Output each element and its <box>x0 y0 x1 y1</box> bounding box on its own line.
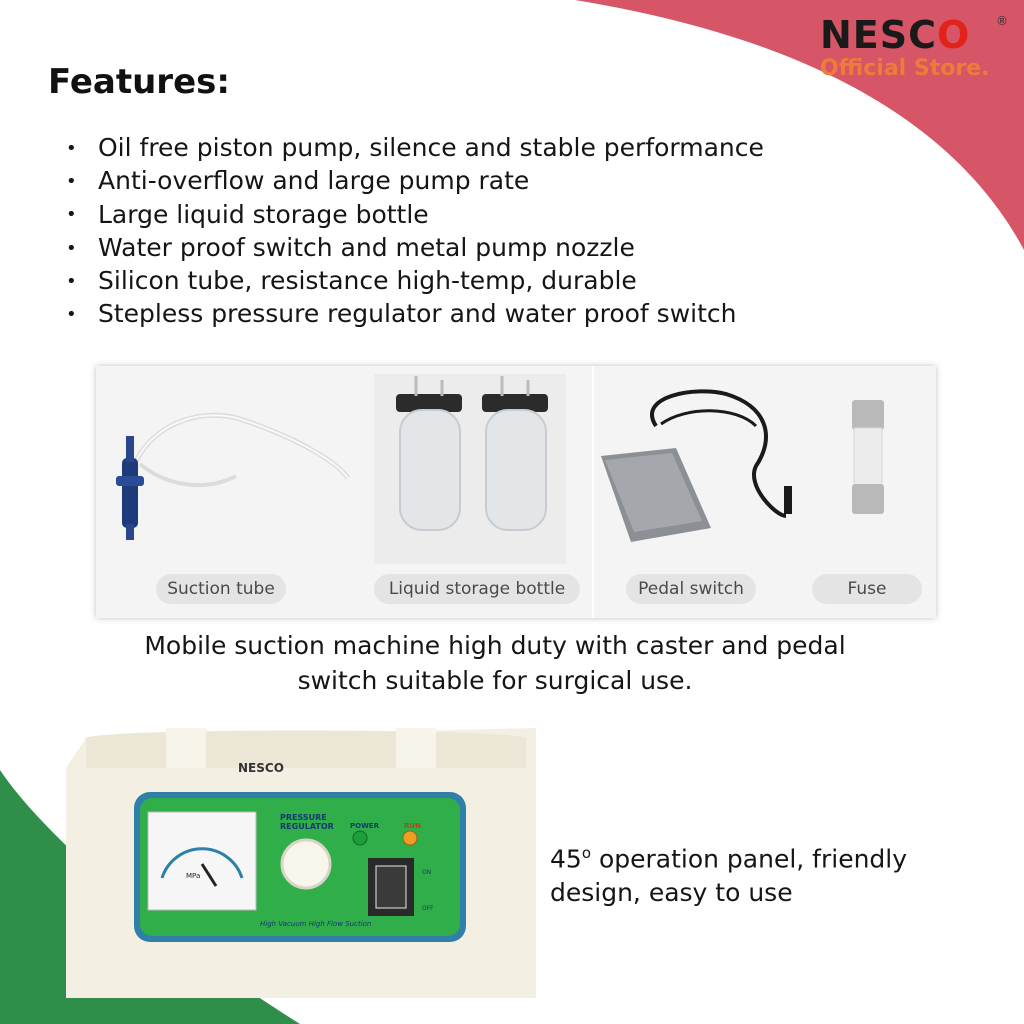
machine-logo: NESCO <box>238 761 284 775</box>
accessory-label-bottle: Liquid storage bottle <box>374 574 580 604</box>
power-label: POWER <box>350 822 379 830</box>
feature-text: Silicon tube, resistance high-temp, durable <box>98 266 637 295</box>
feature-item <box>66 199 764 232</box>
pressure-label-2: REGULATOR <box>280 822 334 831</box>
feature-item <box>66 132 764 165</box>
feature-text: Water proof switch and metal pump nozzle <box>98 232 635 262</box>
feature-text: Large liquid storage bottle <box>98 199 429 229</box>
panel-bottom-label: High Vacuum High Flow Suction <box>260 920 372 928</box>
accessory-label-fuse: Fuse <box>812 574 922 604</box>
panel-description-line-2: design, easy to use <box>550 878 793 908</box>
features-list <box>66 132 764 332</box>
bullet: • <box>66 204 77 226</box>
bullet: • <box>66 270 77 292</box>
bullet: • <box>66 171 77 192</box>
feature-item <box>66 232 764 265</box>
feature-item <box>66 165 764 198</box>
product-caption <box>60 628 930 698</box>
accessory-label-suction-tube: Suction tube <box>156 574 286 604</box>
registered-mark: ® <box>996 14 1008 28</box>
bullet: • <box>66 137 77 159</box>
accessories-divider <box>592 366 594 618</box>
feature-text: Oil free piston pump, silence and stable performance <box>98 133 764 162</box>
suction-tube-image <box>116 415 348 540</box>
feature-item <box>66 265 764 298</box>
bullet: • <box>66 237 77 259</box>
gauge-unit: MPa <box>186 872 201 880</box>
brand-subtitle: Official Store. <box>820 56 990 81</box>
off-label: OFF <box>422 905 434 912</box>
fuse-image <box>852 400 884 514</box>
panel-description-line-1: 45$^o$ operation panel, friendly <box>550 844 908 874</box>
on-label: ON <box>422 869 432 876</box>
feature-text: Anti-overflow and large pump rate <box>98 166 530 196</box>
caption-line-2: switch suitable for surgical use. <box>297 666 693 695</box>
panel-description <box>550 836 907 910</box>
feature-item <box>66 298 764 331</box>
brand-name: NESCO <box>820 13 971 57</box>
bullet: • <box>66 304 77 325</box>
pressure-label-1: PRESSURE <box>280 813 327 822</box>
bottle-image <box>374 374 566 564</box>
features-title: Features: <box>48 62 230 102</box>
accessory-label-pedal-switch: Pedal switch <box>626 574 756 604</box>
caption-line-1: Mobile suction machine high duty with caster and pedal <box>144 631 846 660</box>
run-label: RUN <box>404 822 421 830</box>
pedal-switch-image <box>601 391 792 542</box>
machine-panel-image <box>66 728 536 998</box>
feature-text: Stepless pressure regulator and water proof switch <box>98 299 737 329</box>
accessories-panel <box>96 366 936 618</box>
brand-logo <box>820 14 1010 82</box>
